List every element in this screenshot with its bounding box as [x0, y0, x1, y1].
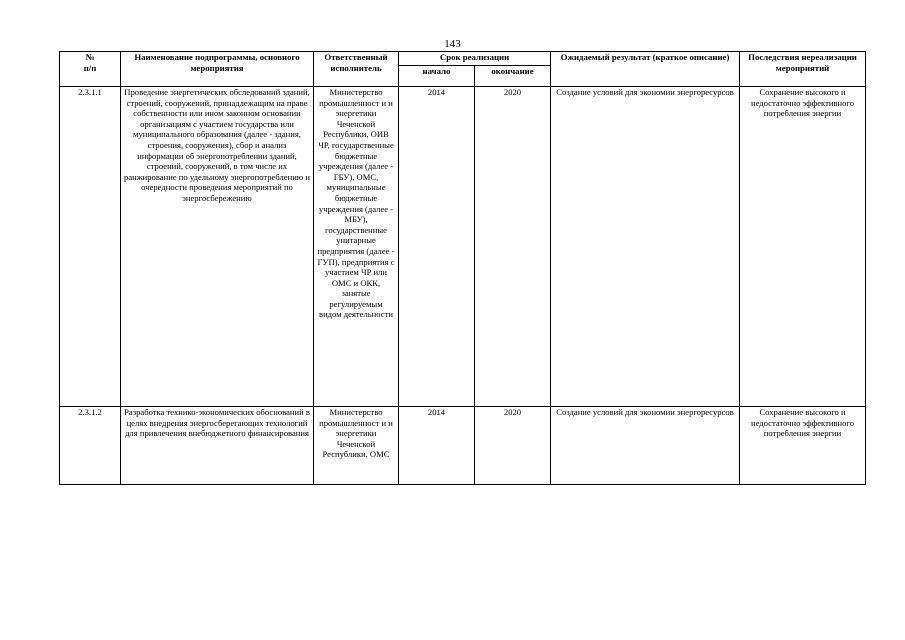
- header-row: [60, 52, 866, 66]
- row-name: Разработка технико-экономических обоснований в целях внедрения энергосберегающих технологий для привлечения внебюджетного финансирования: [121, 407, 314, 485]
- header-period-end: окончание: [475, 66, 551, 87]
- row-num: 2.3.1.2: [60, 407, 121, 485]
- header-responsible: Ответственный исполнитель: [314, 52, 399, 87]
- row-end: 2020: [475, 407, 551, 485]
- row-result: Создание условий для экономии энергоресурсов: [551, 87, 740, 407]
- row-start: 2014: [399, 407, 475, 485]
- row-responsible: Министерство промышленност и и энергетики Чеченской Республики, ОМС: [314, 407, 399, 485]
- header-num: № п/п: [60, 52, 121, 87]
- row-consequences: Сохранение высокого и недостаточно эффективного потребления энергии: [740, 87, 866, 407]
- header-period-start: начало: [399, 66, 475, 87]
- row-consequences: Сохранение высокого и недостаточно эффективного потребления энергии: [740, 407, 866, 485]
- table-row: [60, 87, 866, 407]
- page-number: 143: [444, 38, 461, 50]
- row-start: 2014: [399, 87, 475, 407]
- row-name: Проведение энергетических обследований зданий, строений, сооружений, принадлежащим на праве собственности или ином законном основании организациям с участием государства или муниципального образования (далее - здания, строения, сооружения), сбор и анализ информации об энергопотреблении зданий, строений, сооружений, в том числе их ранжирование по удельному энергопотреблению и очередности проведения мероприятий по энергосбережению: [121, 87, 314, 407]
- measures-table: [59, 51, 866, 485]
- header-name: Наименование подпрограммы, основного мероприятия: [121, 52, 314, 87]
- header-result: Ожидаемый результат (краткое описание): [551, 52, 740, 87]
- header-period: Срок реализации: [399, 52, 551, 66]
- table-row: [60, 407, 866, 485]
- row-responsible: Министерство промышленност и и энергетики Чеченской Республики, ОИВ ЧР, государственные бюджетные учреждения (далее - ГБУ), ОМС, муниципальные бюджетные учреждения (далее - МБУ), государственные унитарные предприятия (далее - ГУП), предприятия с участием ЧР или ОМС и ОКК, занятые регулируемым видом деятельности: [314, 87, 399, 407]
- header-consequences: Последствия нереализации мероприятий: [740, 52, 866, 87]
- row-result: Создание условий для экономии энергоресурсов: [551, 407, 740, 485]
- row-num: 2.3.1.1: [60, 87, 121, 407]
- row-end: 2020: [475, 87, 551, 407]
